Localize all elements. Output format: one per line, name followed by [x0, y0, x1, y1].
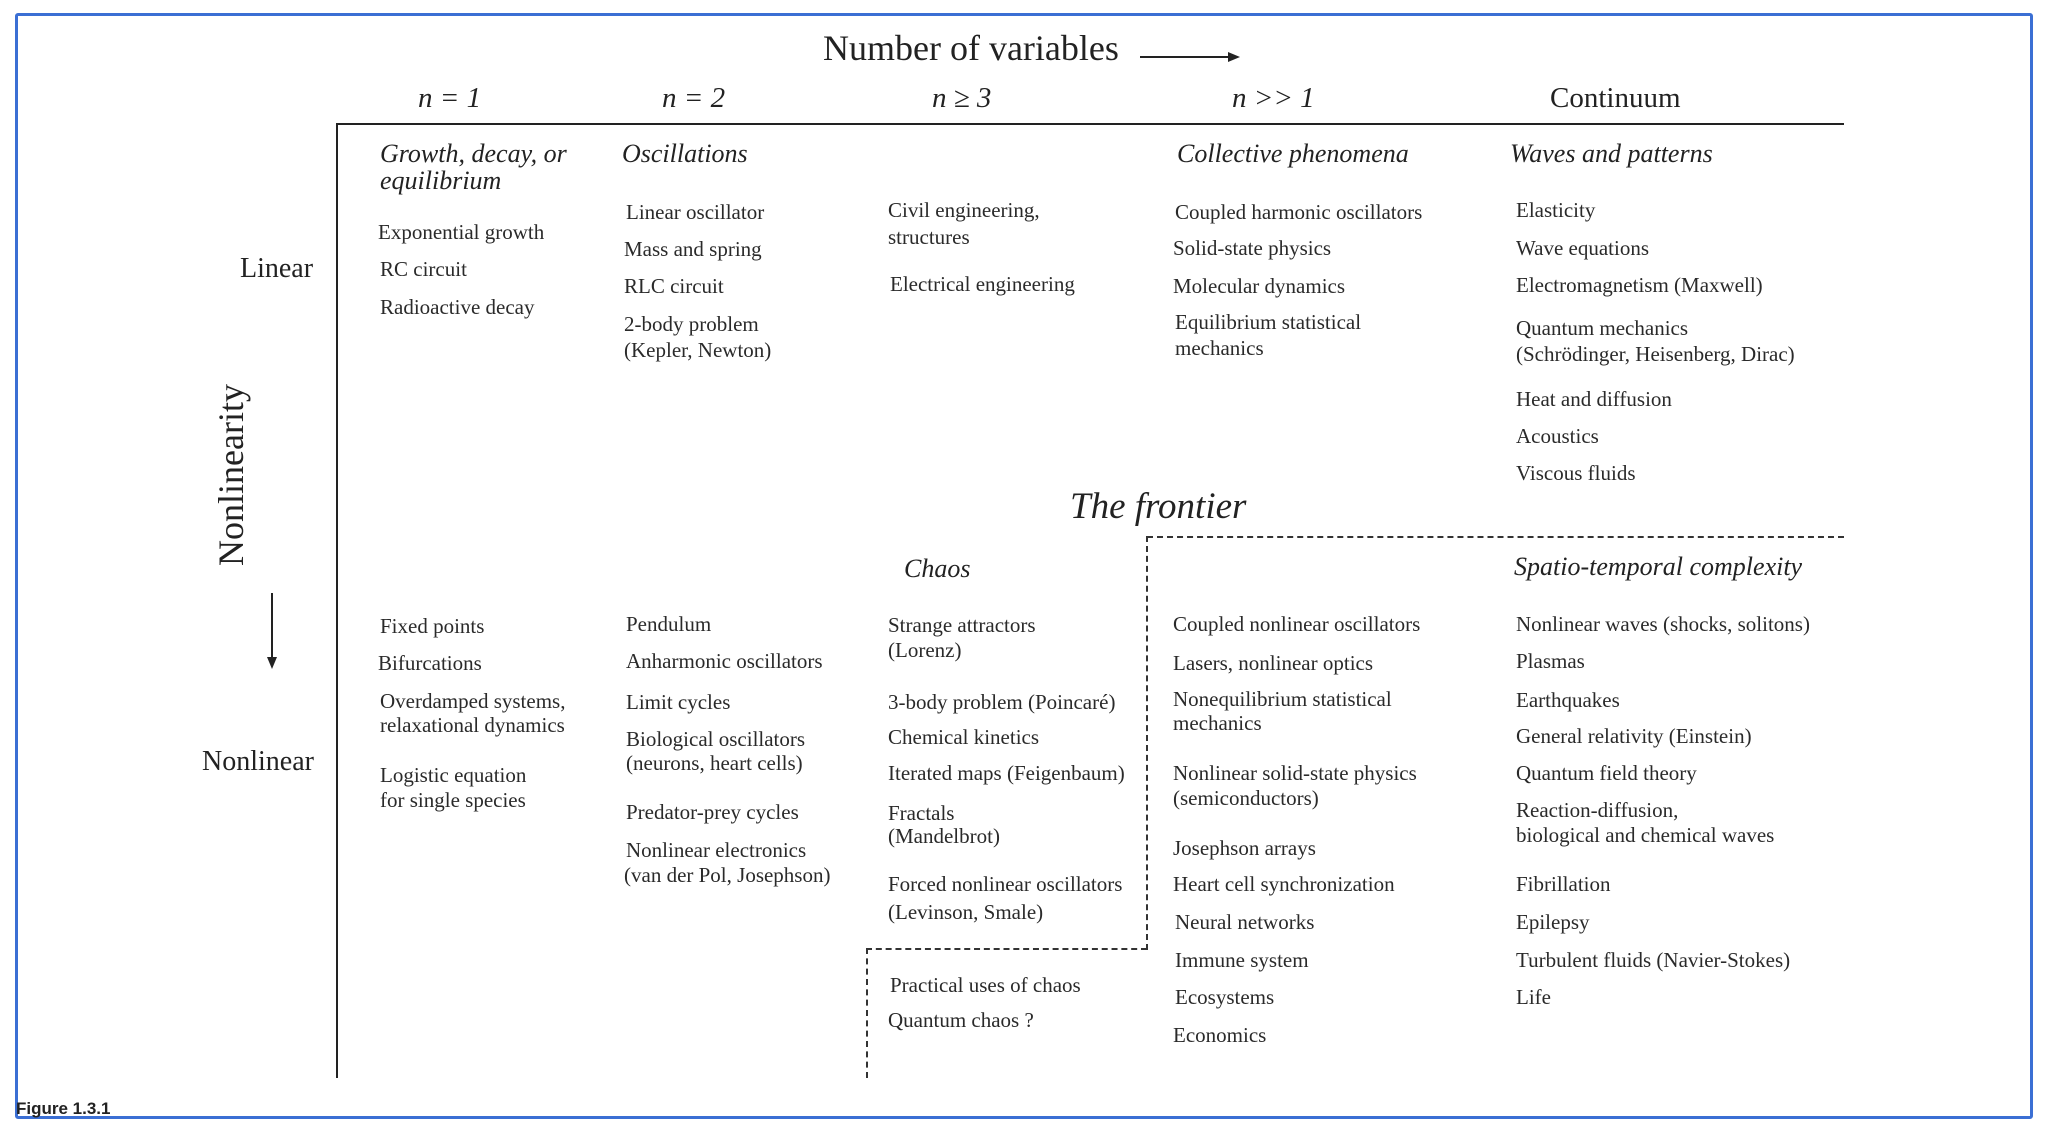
linear-c2-item: (Kepler, Newton)	[624, 338, 772, 362]
nonlinear-c4-item: Nonequilibrium statistical	[1173, 687, 1392, 711]
left-axis-line	[336, 123, 338, 1078]
nonlinear-c5-item: General relativity (Einstein)	[1516, 724, 1752, 748]
row-label-nonlinear: Nonlinear	[202, 746, 314, 777]
nonlinear-c2-item: Nonlinear electronics	[626, 838, 807, 862]
nonlinear-c4-item: Lasers, nonlinear optics	[1173, 651, 1374, 675]
nonlinear-c3-item: (Lorenz)	[888, 638, 962, 662]
linear-c5-item: Electromagnetism (Maxwell)	[1516, 273, 1763, 297]
linear-c2-head: Oscillations	[622, 139, 748, 168]
linear-c2-item: 2-body problem	[624, 312, 759, 336]
figure-caption: Figure 1.3.1	[16, 1099, 111, 1118]
nonlinear-c1-item: Fixed points	[380, 614, 485, 638]
linear-c4-item: Equilibrium statistical	[1175, 310, 1362, 334]
linear-c3-item: Civil engineering,	[888, 198, 1040, 222]
column-header-n3: n ≥ 3	[932, 82, 992, 114]
nonlinear-c5-head: Spatio-temporal complexity	[1514, 552, 1803, 581]
linear-c2-item: Mass and spring	[624, 237, 762, 261]
nonlinear-c3-item: 3-body problem (Poincaré)	[888, 690, 1116, 714]
nonlinear-c5-item: Turbulent fluids (Navier-Stokes)	[1516, 948, 1791, 972]
linear-c3-item: Electrical engineering	[890, 272, 1075, 296]
linear-c5-item: Viscous fluids	[1516, 461, 1636, 485]
nonlinear-c3-item: Forced nonlinear oscillators	[888, 872, 1123, 896]
linear-c4-item: Solid-state physics	[1173, 236, 1332, 260]
nonlinear-c4-item: Ecosystems	[1175, 985, 1275, 1009]
frontier-label: The frontier	[1070, 486, 1247, 527]
column-header-nlarge: n >> 1	[1232, 82, 1315, 114]
nonlinear-c3-extra-item: Practical uses of chaos	[890, 973, 1081, 997]
linear-c4-item: Molecular dynamics	[1173, 274, 1346, 298]
nonlinear-c1-item: Overdamped systems,	[380, 689, 566, 713]
linear-c1-head-line2: equilibrium	[380, 166, 502, 195]
linear-c4-head: Collective phenomena	[1177, 139, 1409, 168]
nonlinear-c5-item: Plasmas	[1516, 649, 1585, 673]
linear-c5-item: Heat and diffusion	[1516, 387, 1672, 411]
frontier-boundary-vertical	[1146, 536, 1148, 950]
nonlinear-c2-item: Limit cycles	[626, 690, 731, 714]
nonlinear-c1-item: relaxational dynamics	[380, 713, 565, 737]
nonlinear-c4-item: Nonlinear solid-state physics	[1173, 761, 1417, 785]
nonlinear-c5-item: biological and chemical waves	[1516, 823, 1775, 847]
nonlinear-c4-item: mechanics	[1173, 711, 1262, 735]
linear-c5-item: Wave equations	[1516, 236, 1650, 260]
nonlinear-c5-item: Reaction-diffusion,	[1516, 798, 1679, 822]
nonlinear-c5-item: Epilepsy	[1516, 910, 1590, 934]
nonlinear-c2-item: Anharmonic oscillators	[626, 649, 823, 673]
nonlinear-c2-item: (van der Pol, Josephson)	[624, 863, 831, 887]
linear-c1-item: RC circuit	[380, 257, 467, 281]
linear-c5-item: Elasticity	[1516, 198, 1596, 222]
nonlinear-c3-item: Chemical kinetics	[888, 725, 1040, 749]
linear-c4-item: mechanics	[1175, 336, 1264, 360]
row-label-linear: Linear	[240, 253, 314, 284]
linear-c5-head: Waves and patterns	[1510, 139, 1713, 168]
nonlinear-c2-item: (neurons, heart cells)	[626, 751, 803, 775]
nonlinear-c5-item: Quantum field theory	[1516, 761, 1697, 785]
vertical-arrow-icon	[262, 593, 282, 671]
horizontal-arrow-icon	[1140, 48, 1240, 68]
nonlinear-c2-item: Predator-prey cycles	[626, 800, 799, 824]
nonlinear-c1-item: Bifurcations	[378, 651, 482, 675]
frontier-boundary-top	[1147, 536, 1844, 538]
nonlinear-c3-item: Strange attractors	[888, 613, 1036, 637]
nonlinear-c5-item: Fibrillation	[1516, 872, 1611, 896]
frontier-boundary-step	[866, 948, 1147, 950]
nonlinear-c5-item: Life	[1516, 985, 1551, 1009]
horizontal-axis-title: Number of variables	[823, 28, 1119, 68]
linear-c1-item: Exponential growth	[378, 220, 545, 244]
nonlinear-c3-item: Fractals	[888, 801, 955, 825]
nonlinear-c4-item: Immune system	[1175, 948, 1309, 972]
nonlinear-c1-item: Logistic equation	[380, 763, 527, 787]
vertical-axis-title: Nonlinearity	[211, 384, 251, 566]
nonlinear-c4-item: Josephson arrays	[1173, 836, 1316, 860]
nonlinear-c2-item: Biological oscillators	[626, 727, 806, 751]
linear-c5-item: Acoustics	[1516, 424, 1599, 448]
linear-c4-item: Coupled harmonic oscillators	[1175, 200, 1423, 224]
nonlinear-c3-item: Iterated maps (Feigenbaum)	[888, 761, 1125, 785]
linear-c2-item: Linear oscillator	[626, 200, 765, 224]
nonlinear-c4-item: Heart cell synchronization	[1173, 872, 1395, 896]
linear-c5-item: (Schrödinger, Heisenberg, Dirac)	[1516, 342, 1795, 366]
nonlinear-c3-extra-item: Quantum chaos ?	[888, 1008, 1034, 1032]
nonlinear-c1-item: for single species	[380, 788, 526, 812]
nonlinear-c3-item: (Levinson, Smale)	[888, 900, 1044, 924]
nonlinear-c2-item: Pendulum	[626, 612, 712, 636]
linear-c3-item: structures	[888, 225, 970, 249]
top-axis-line	[336, 123, 1844, 125]
linear-c5-item: Quantum mechanics	[1516, 316, 1689, 340]
nonlinear-c3-head: Chaos	[904, 554, 971, 583]
nonlinear-c3-item: (Mandelbrot)	[888, 824, 1000, 848]
nonlinear-c4-item: Neural networks	[1175, 910, 1315, 934]
nonlinear-c5-item: Earthquakes	[1516, 688, 1620, 712]
column-header-n2: n = 2	[662, 82, 726, 114]
nonlinear-c4-item: Coupled nonlinear oscillators	[1173, 612, 1421, 636]
column-header-continuum: Continuum	[1550, 82, 1681, 114]
nonlinear-c4-item: Economics	[1173, 1023, 1267, 1047]
nonlinear-c4-item: (semiconductors)	[1173, 786, 1319, 810]
linear-c2-item: RLC circuit	[624, 274, 724, 298]
linear-c1-head-line1: Growth, decay, or	[380, 139, 567, 168]
column-header-n1: n = 1	[418, 82, 482, 114]
frontier-boundary-lower	[866, 948, 868, 1078]
nonlinear-c5-item: Nonlinear waves (shocks, solitons)	[1516, 612, 1810, 636]
linear-c1-item: Radioactive decay	[380, 295, 535, 319]
